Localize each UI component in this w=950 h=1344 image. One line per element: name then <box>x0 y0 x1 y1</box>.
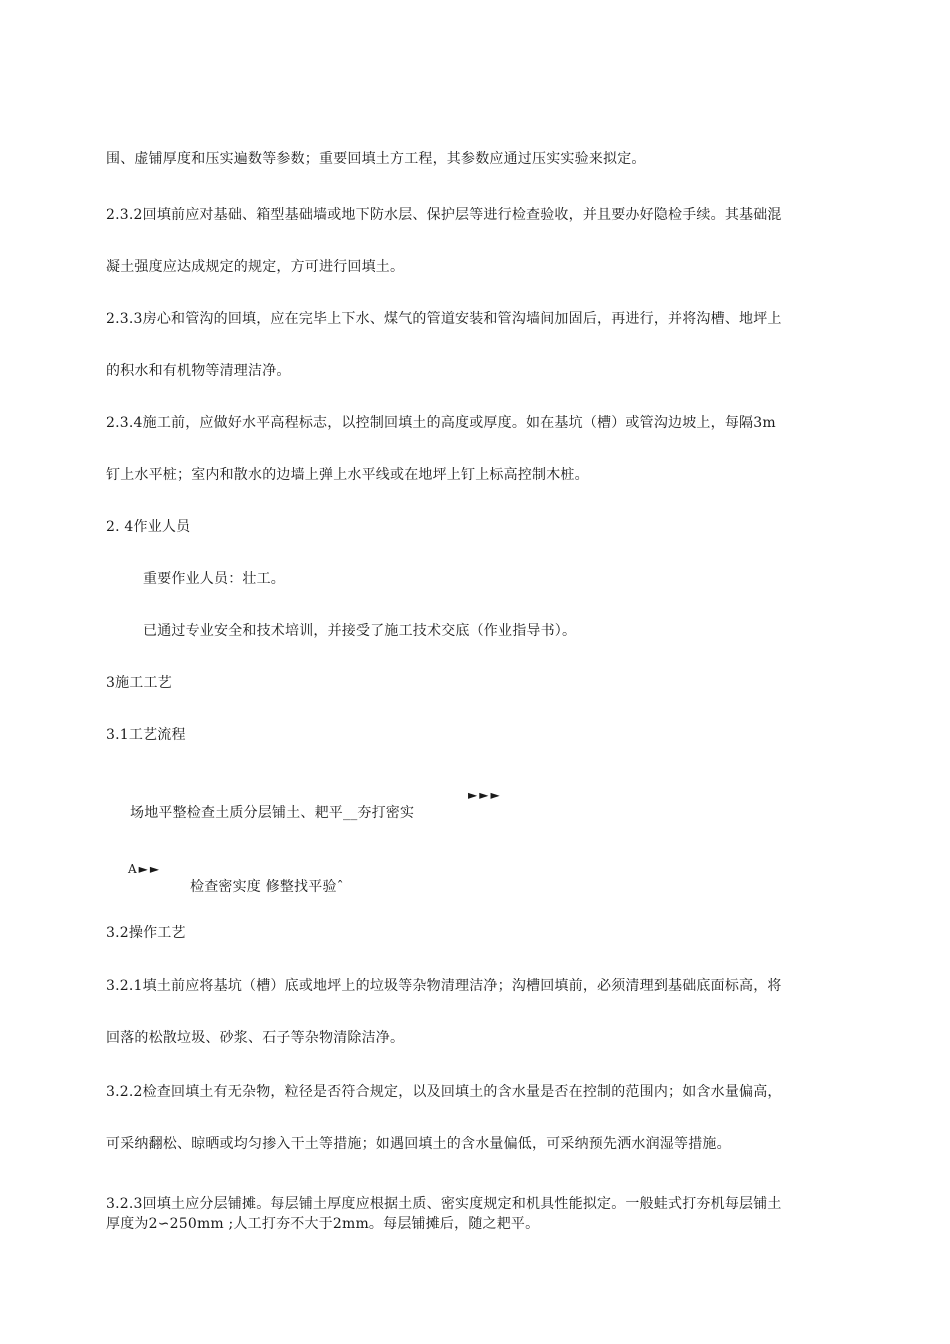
paragraph-3-2-3-line1: 3.2.3回填土应分层铺摊。每层铺土厚度应根据土质、密实度规定和机具性能拟定。一般蛙式打夯机每层铺土 <box>106 1196 782 1212</box>
paragraph-training: 已通过专业安全和技术培训，并接受了施工技术交底（作业指导书）。 <box>143 623 577 639</box>
flow-row-1: 场地平整检查土质分层铺土、耙平__夯打密实 <box>130 805 415 821</box>
paragraph-2-3-3-line1: 2.3.3房心和管沟的回填，应在完毕上下水、煤气的管道安装和管沟墙间加固后，再进行，并将沟槽、地坪上 <box>106 311 782 327</box>
paragraph-workers: 重要作业人员：壮工。 <box>143 571 285 587</box>
paragraph-3-2-2-line1: 3.2.2检查回填土有无杂物，粒径是否符合规定，以及回填土的含水量是否在控制的范围内；如含水量偏高， <box>106 1084 782 1100</box>
heading-3-1: 3.1工艺流程 <box>106 727 186 743</box>
paragraph-2-3-4-line1: 2.3.4施工前，应做好水平高程标志，以控制回填土的高度或厚度。如在基坑（槽）或管沟边坡上，每隔3m <box>106 415 776 431</box>
paragraph-3-2-2-line2: 可采纳翻松、晾晒或均匀掺入干土等措施；如遇回填土的含水量偏低，可采纳预先洒水润湿等措施。 <box>106 1136 731 1152</box>
heading-3-2: 3.2操作工艺 <box>106 925 186 941</box>
flow-arrows-top: ►►► <box>468 788 502 802</box>
heading-2-4: 2. 4作业人员 <box>106 519 191 535</box>
paragraph-3-2-3-line2: 厚度为2∽250mm ;人工打夯不大于2mm。每层铺摊后，随之耙平。 <box>106 1216 540 1232</box>
paragraph-3-2-1-line2: 回落的松散垃圾、砂浆、石子等杂物清除洁净。 <box>106 1030 405 1046</box>
paragraph-2-3-2-line2: 凝土强度应达成规定的规定，方可进行回填土。 <box>106 259 405 275</box>
flow-arrows-bottom: A►► <box>128 862 162 876</box>
paragraph-2-3-2-line1: 2.3.2回填前应对基础、箱型基础墙或地下防水层、保护层等进行检查验收，并且要办好隐检手续。其基础混 <box>106 207 782 223</box>
flow-row-2: 检查密实度 修整找平验ˆ <box>190 879 344 895</box>
paragraph-2-3-3-line2: 的积水和有机物等清理洁净。 <box>106 363 291 379</box>
paragraph-3-2-1-line1: 3.2.1填土前应将基坑（槽）底或地坪上的垃圾等杂物清理洁净；沟槽回填前，必须清理到基础底面标高，将 <box>106 978 782 994</box>
paragraph-2-3-4-line2: 钉上水平桩；室内和散水的边墙上弹上水平线或在地坪上钉上标高控制木桩。 <box>106 467 589 483</box>
heading-3: 3施工工艺 <box>106 675 172 691</box>
paragraph-continuation: 围、虚铺厚度和压实遍数等参数；重要回填土方工程，其参数应通过压实实验来拟定。 <box>106 151 646 167</box>
